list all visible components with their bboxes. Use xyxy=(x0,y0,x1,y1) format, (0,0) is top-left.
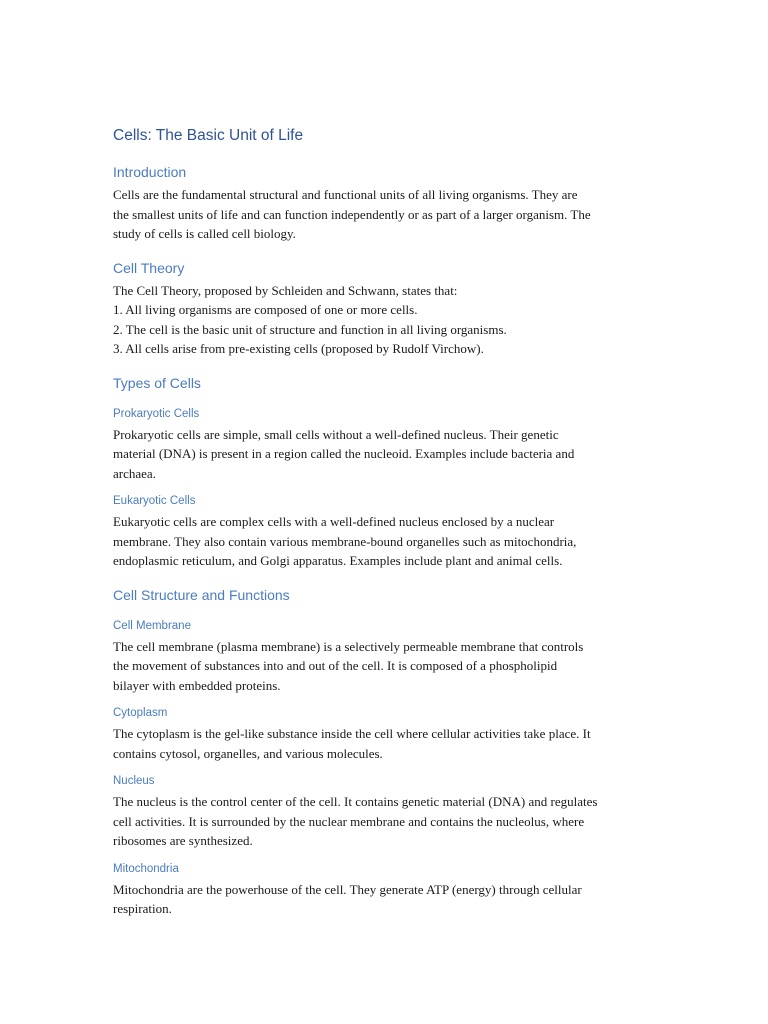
text-line: endoplasmic reticulum, and Golgi apparatus. Examples include plant and animal cells. xyxy=(113,553,563,568)
paragraph-eukaryotic xyxy=(113,512,658,571)
text-line: study of cells is called cell biology. xyxy=(113,226,296,241)
paragraph-cell-theory xyxy=(113,281,658,359)
heading-types-of-cells: Types of Cells xyxy=(113,374,201,391)
list-item: 3. All cells arise from pre-existing cells (proposed by Rudolf Virchow). xyxy=(113,341,484,356)
text-line: The cytoplasm is the gel-like substance inside the cell where cellular activities take place. It xyxy=(113,726,591,741)
paragraph-prokaryotic xyxy=(113,425,658,484)
text-line: Cells are the fundamental structural and functional units of all living organisms. They are xyxy=(113,187,578,202)
subheading-mitochondria: Mitochondria xyxy=(113,862,179,875)
document-title: Cells: The Basic Unit of Life xyxy=(113,127,304,144)
text-line: ribosomes are synthesized. xyxy=(113,833,253,848)
subheading-cell-membrane: Cell Membrane xyxy=(113,619,191,632)
text-line: The Cell Theory, proposed by Schleiden and Schwann, states that: xyxy=(113,282,458,298)
subheading-nucleus: Nucleus xyxy=(113,775,155,787)
text-line: cell activities. It is surrounded by the nuclear membrane and contains the nucleolus, where xyxy=(113,813,585,829)
text-line: material (DNA) is present in a region called the nucleoid. Examples include bacteria and xyxy=(113,446,575,461)
paragraph-introduction xyxy=(113,185,658,244)
paragraph-cell-membrane xyxy=(113,637,658,696)
text-line: The nucleus is the control center of the cell. It contains genetic material (DNA) and regulates xyxy=(113,794,598,809)
text-line: the movement of substances into and out of the cell. It is composed of a phospholipid xyxy=(113,658,558,673)
heading-cell-structure: Cell Structure and Functions xyxy=(113,586,290,603)
text-line: Mitochondria are the powerhouse of the cell. They generate ATP (energy) through cellular xyxy=(113,881,582,897)
subheading-eukaryotic: Eukaryotic Cells xyxy=(113,495,196,507)
paragraph-mitochondria xyxy=(113,880,658,919)
subheading-prokaryotic: Prokaryotic Cells xyxy=(113,407,200,420)
text-line: archaea. xyxy=(113,465,156,481)
list-item: 1. All living organisms are composed of one or more cells. xyxy=(113,302,418,317)
text-line: respiration. xyxy=(113,901,172,916)
text-line: contains cytosol, organelles, and various molecules. xyxy=(113,745,383,761)
text-line: the smallest units of life and can function independently or as part of a larger organism. The xyxy=(113,206,591,222)
paragraph-nucleus xyxy=(113,792,658,851)
heading-cell-theory: Cell Theory xyxy=(113,259,185,276)
text-line: The cell membrane (plasma membrane) is a selectively permeable membrane that controls xyxy=(113,638,584,654)
heading-introduction: Introduction xyxy=(113,164,187,180)
text-line: Eukaryotic cells are complex cells with a well-defined nucleus enclosed by a nuclear xyxy=(113,514,555,529)
document-page xyxy=(113,125,658,919)
text-line: bilayer with embedded proteins. xyxy=(113,677,281,693)
subheading-cytoplasm: Cytoplasm xyxy=(113,707,168,719)
paragraph-cytoplasm xyxy=(113,724,658,763)
text-line: membrane. They also contain various membrane-bound organelles such as mitochondria, xyxy=(113,533,577,549)
list-item: 2. The cell is the basic unit of structure and function in all living organisms. xyxy=(113,321,507,337)
text-line: Prokaryotic cells are simple, small cells without a well-defined nucleus. Their genetic xyxy=(113,426,559,442)
